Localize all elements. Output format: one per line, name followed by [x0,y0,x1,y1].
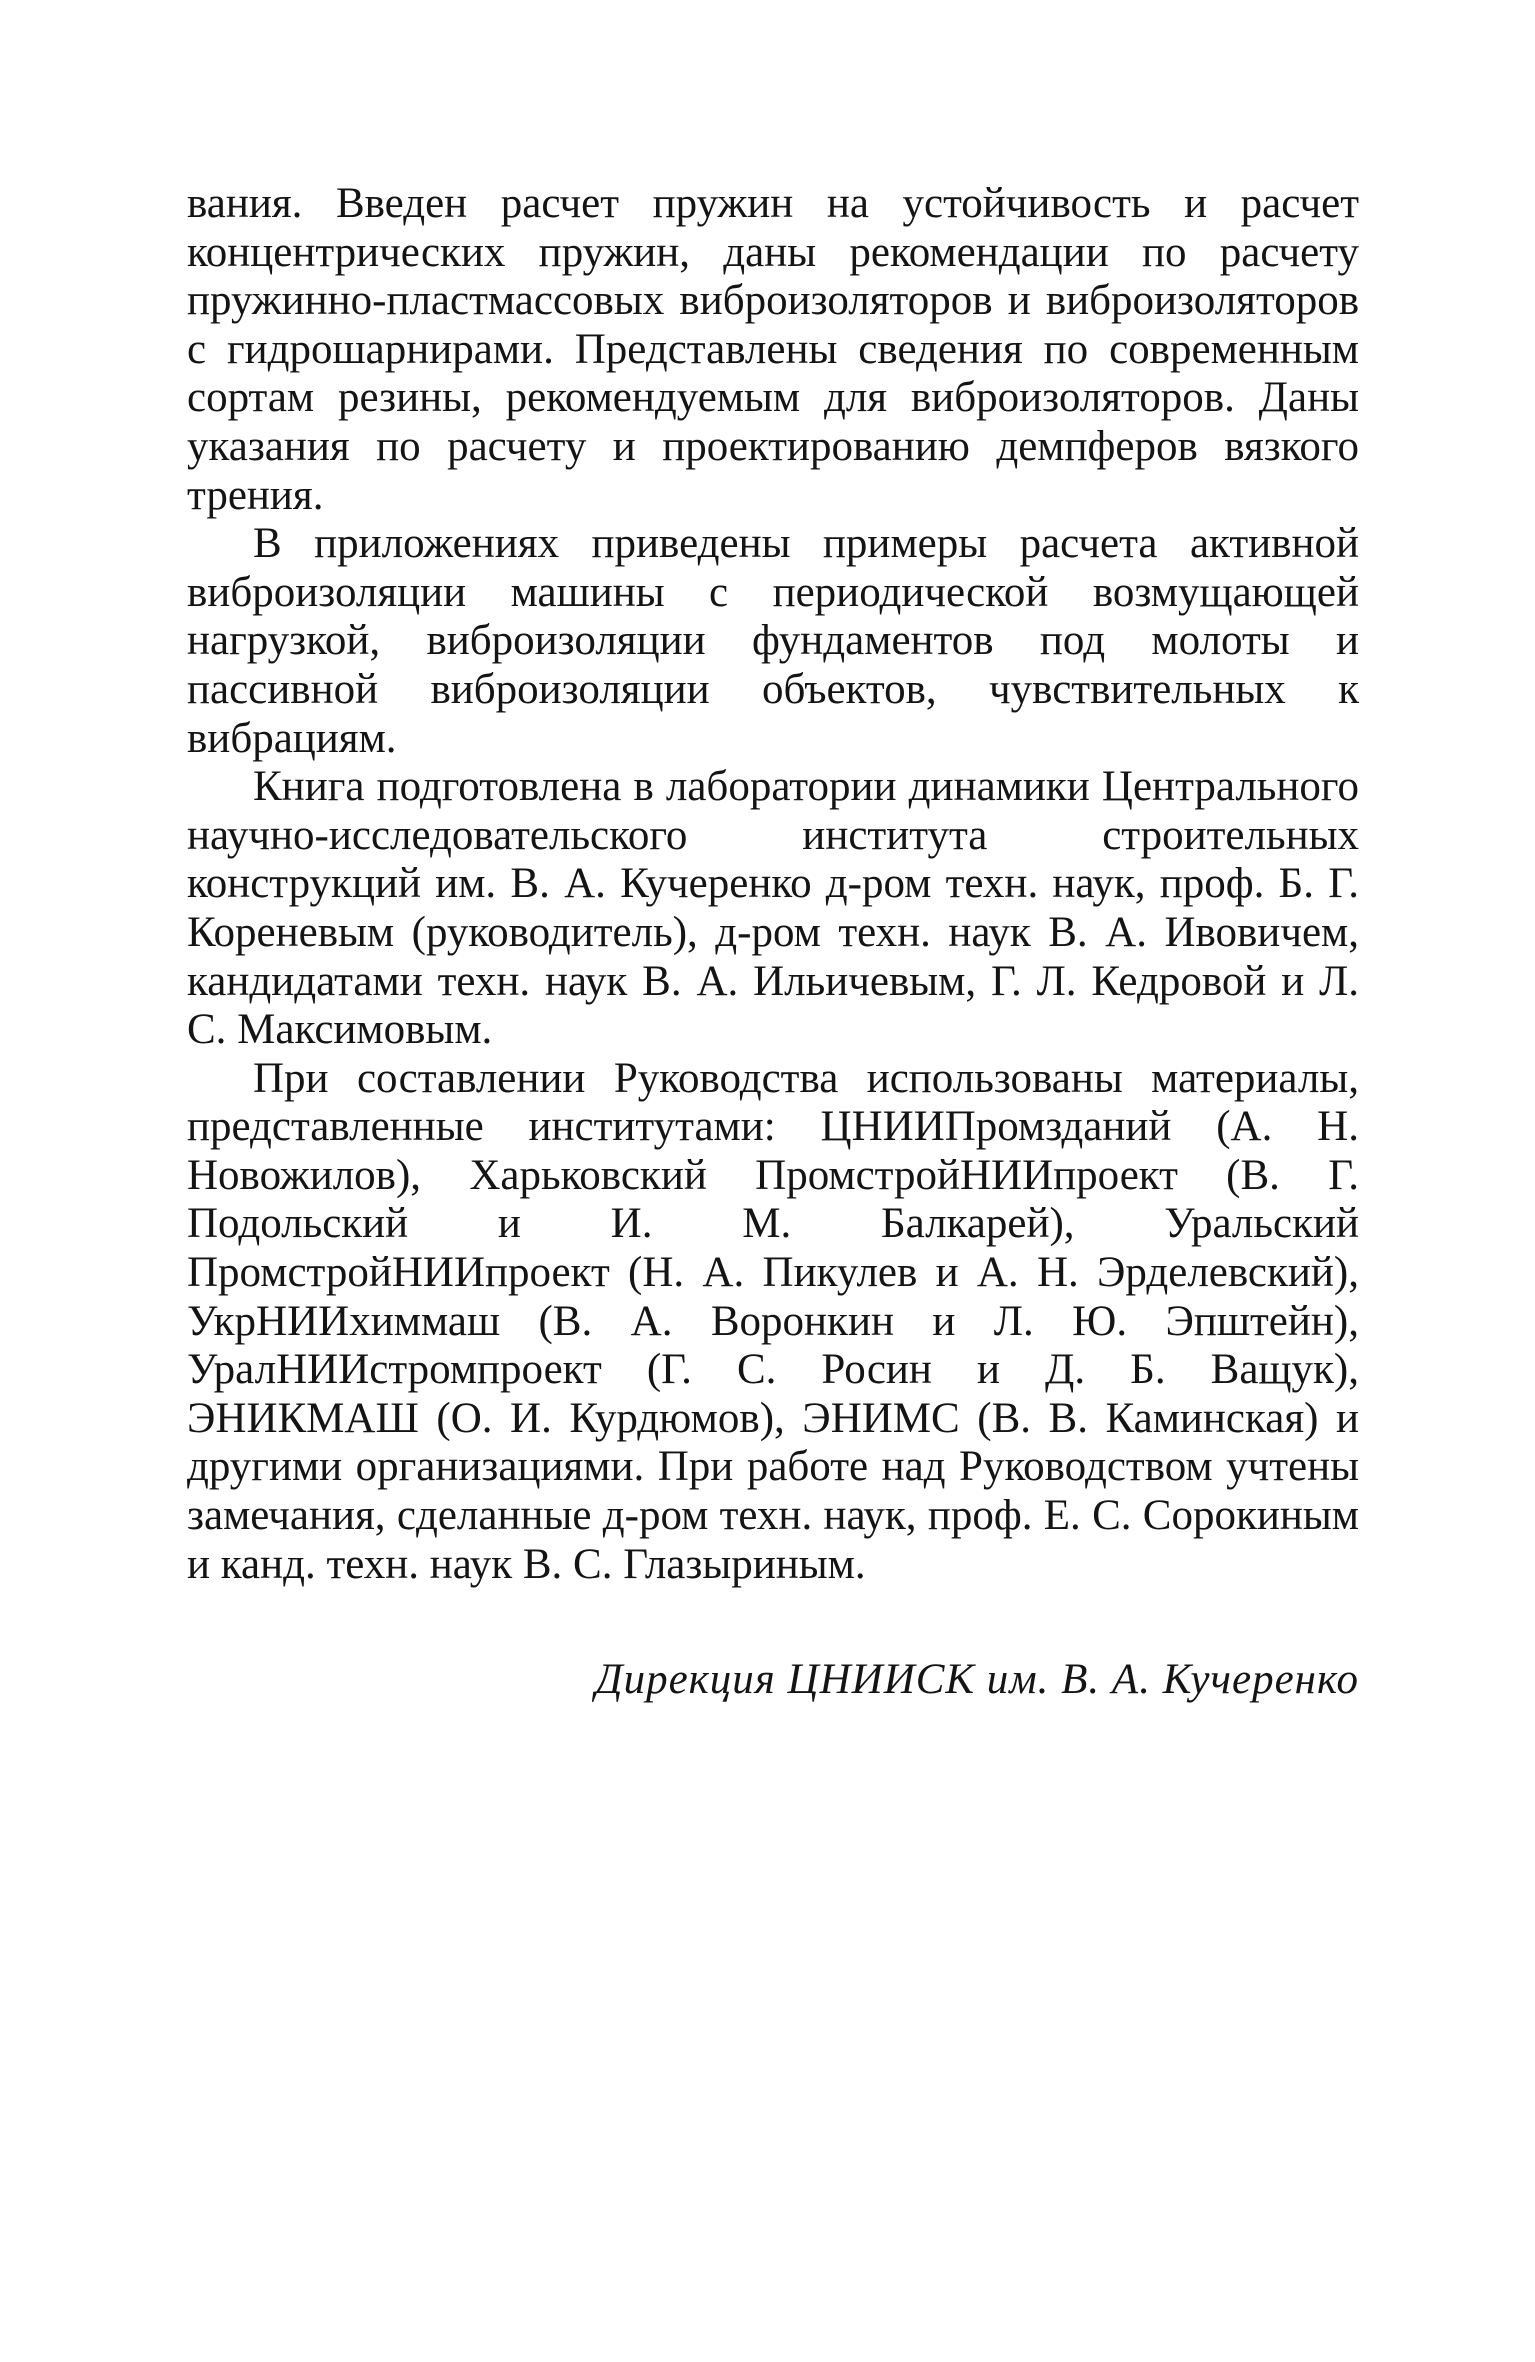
document-page [187,180,1359,1705]
paragraph-continuation: вания. Введен расчет пружин на устойчивость и расчет концентрических пружин, даны рекомендации по расчету пружинно-пластмассовых виброизоляторов и виброизоляторов с гидрошарнирами. Представлены сведения по современным сортам резины, рекомендуемым для виброизоляторов. Даны указания по расчету и проектированию демпферов вязкого трения. [187,180,1359,519]
paragraph-authors: Книга подготовлена в лаборатории динамики Центрального научно-исследовательского института строительных конструкций им. В. А. Кучеренко д-ром техн. наук, проф. Б. Г. Кореневым (руководитель), д-ром техн. наук В. А. Ивовичем, кандидатами техн. наук В. А. Ильичевым, Г. Л. Кедровой и Л. С. Максимовым. [187,763,1359,1054]
signature: Дирекция ЦНИИСК им. В. А. Кучеренко [595,1656,1359,1704]
paragraph-contributors: При составлении Руководства использованы материалы, представленные институтами: ЦНИИПромзданий (А. Н. Новожилов), Харьковский ПромстройНИИпроект (В. Г. Подольский и И. М. Балкарей), Уральский ПромстройНИИпроект (Н. А. Пикулев и А. Н. Эрделевский), УкрНИИхиммаш (В. А. Воронкин и Л. Ю. Эпштейн), УралНИИстромпроект (Г. С. Росин и Д. Б. Ващук), ЭНИКМАШ (О. И. Курдюмов), ЭНИМС (В. В. Каминская) и другими организациями. При работе над Руководством учтены замечания, сделанные д-ром техн. наук, проф. Е. С. Сорокиным и канд. техн. наук В. С. Глазыриным. [187,1054,1359,1588]
paragraph-appendices: В приложениях приведены примеры расчета активной виброизоляции машины с периодической возмущающей нагрузкой, виброизоляции фундаментов под молоты и пассивной виброизоляции объектов, чувствительных к вибрациям. [187,520,1359,762]
